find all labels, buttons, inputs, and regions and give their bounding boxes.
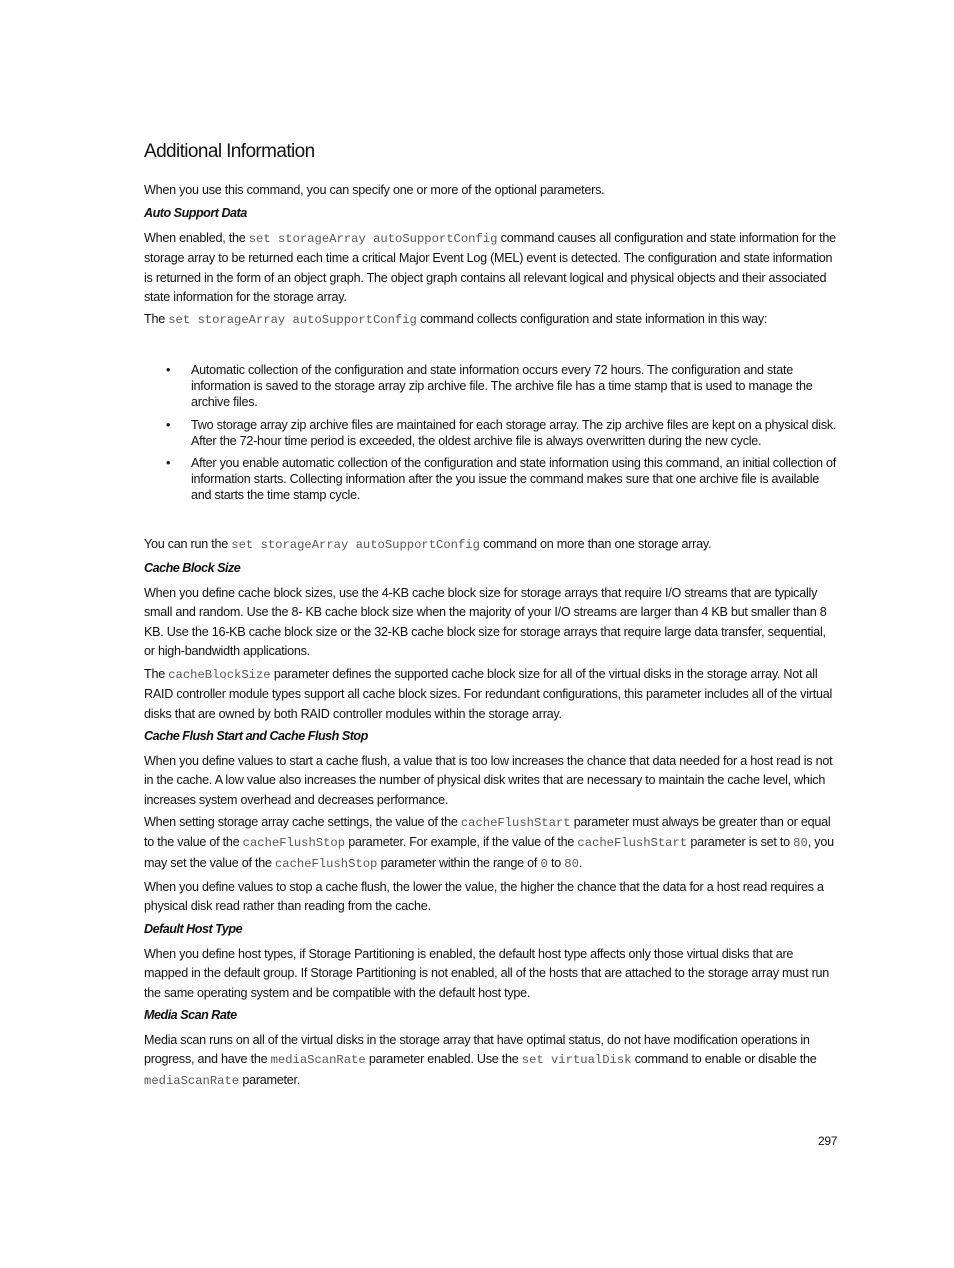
bullet-icon: • (166, 456, 171, 471)
cache-block-paragraph-1: When you define cache block sizes, use the 4-KB cache block size for storage arrays that require I/O streams that are typically small and random. Use the 8- KB cache block size when the majority of your I/O streams are larger than 4 KB but smaller than 8 KB. Use the 16-KB cache block size or the 32-KB cache block size for storage arrays that require large data transfer, sequential, or high-bandwidth applications. (144, 586, 827, 658)
cache-flush-paragraph-2: When setting storage array cache settings, the value of the cacheFlushStart parameter must always be greater than or equal to the value of the cacheFlushStop parameter. For example, if the value of the cacheFlushStart parameter is set to 80, you may set the value of the cacheFlushStop parameter within the range of 0 to 80. (144, 815, 834, 871)
list-item: • Automatic collection of the configuration and state information occurs every 72 hours. The configuration and state information is saved to the storage array zip archive file. The archive file has a time stamp that is used to manage the archive files. (166, 363, 813, 410)
bullet-list (144, 362, 839, 510)
inline-code: 80 (564, 856, 579, 871)
default-host-paragraph: When you define host types, if Storage Partitioning is enabled, the default host type affects only those virtual disks that are mapped in the default group. If Storage Partitioning is not enabled, all of the hosts that are attached to the storage array must run the same operating system and be compatible with the default host type. (144, 947, 830, 1000)
bullet-icon: • (166, 417, 171, 432)
inline-code: mediaScanRate (270, 1053, 366, 1068)
intro-paragraph: When you use this command, you can specify one or more of the optional parameters. (144, 183, 605, 197)
inline-code: cacheBlockSize (168, 668, 271, 682)
cache-flush-paragraph-1: When you define values to start a cache flush, a value that is too low increases the chance that data needed for a host read is not in the cache. A low value also increases the number of physical disk writes that are necessary to maintain the cache level, which increases system overhead and decreases performance. (144, 754, 833, 807)
default-host-heading: Default Host Type (144, 922, 243, 936)
inline-code: set virtualDisk (521, 1053, 632, 1068)
inline-code: set storageArray autoSupportConfig (168, 313, 417, 327)
section-title: Additional Information (144, 141, 315, 162)
list-item: • After you enable automatic collection of the configuration and state information using this command, an initial collection of information starts. Collecting information after the you issue the command makes sure that one archive file is available and starts the time stamp cycle. (166, 456, 836, 503)
inline-code: cacheFlushStop (274, 856, 378, 871)
cache-flush-paragraph-3: When you define values to stop a cache flush, the lower the value, the higher the chance that the data for a host read requires a physical disk read rather than reading from the cache. (144, 880, 824, 914)
inline-code: mediaScanRate (144, 1073, 240, 1088)
page-number: 297 (818, 1134, 838, 1148)
media-scan-paragraph: Media scan runs on all of the virtual disks in the storage array that have optimal status, do not have modification operations in progress, and have the mediaScanRate parameter enabled. Use the set virtualDisk command to enable or disable the mediaScanRate parameter. (144, 1033, 817, 1088)
auto-support-paragraph-1: When enabled, the set storageArray autoSupportConfig command causes all configuration and state information for the storage array to be returned each time a critical Major Event Log (MEL) event is detected. The configuration and state information is returned in the form of an object graph. The object graph contains all relevant logical and physical objects and their associated state information for the storage array. (144, 231, 836, 304)
auto-support-paragraph-3: You can run the set storageArray autoSupportConfig command on more than one storage array. (144, 537, 712, 552)
inline-code: cacheFlushStart (460, 816, 571, 830)
inline-code: 0 (540, 856, 548, 871)
inline-code: set storageArray autoSupportConfig (248, 232, 498, 246)
inline-code: cacheFlushStart (577, 836, 688, 851)
inline-code: cacheFlushStop (242, 836, 346, 851)
inline-code: set storageArray autoSupportConfig (231, 538, 480, 552)
inline-code: 80 (793, 836, 808, 851)
list-item: • Two storage array zip archive files are maintained for each storage array. The zip archive files are kept on a physical disk. After the 72-hour time period is exceeded, the oldest archive file is always overwritten during the new cycle. (166, 417, 837, 448)
auto-support-heading: Auto Support Data (144, 206, 247, 220)
cache-block-heading: Cache Block Size (144, 561, 241, 575)
cache-flush-heading: Cache Flush Start and Cache Flush Stop (144, 729, 368, 743)
media-scan-heading: Media Scan Rate (144, 1008, 237, 1022)
bullet-icon: • (166, 363, 171, 377)
cache-block-paragraph-2: The cacheBlockSize parameter defines the supported cache block size for all of the virtual disks in the storage array. Not all RAID controller module types support all cache block sizes. For redundant configurations, this parameter includes all of the virtual disks that are owned by both RAID controller modules within the storage array. (144, 667, 832, 721)
auto-support-paragraph-2: The set storageArray autoSupportConfig command collects configuration and state information in this way: (144, 312, 768, 327)
